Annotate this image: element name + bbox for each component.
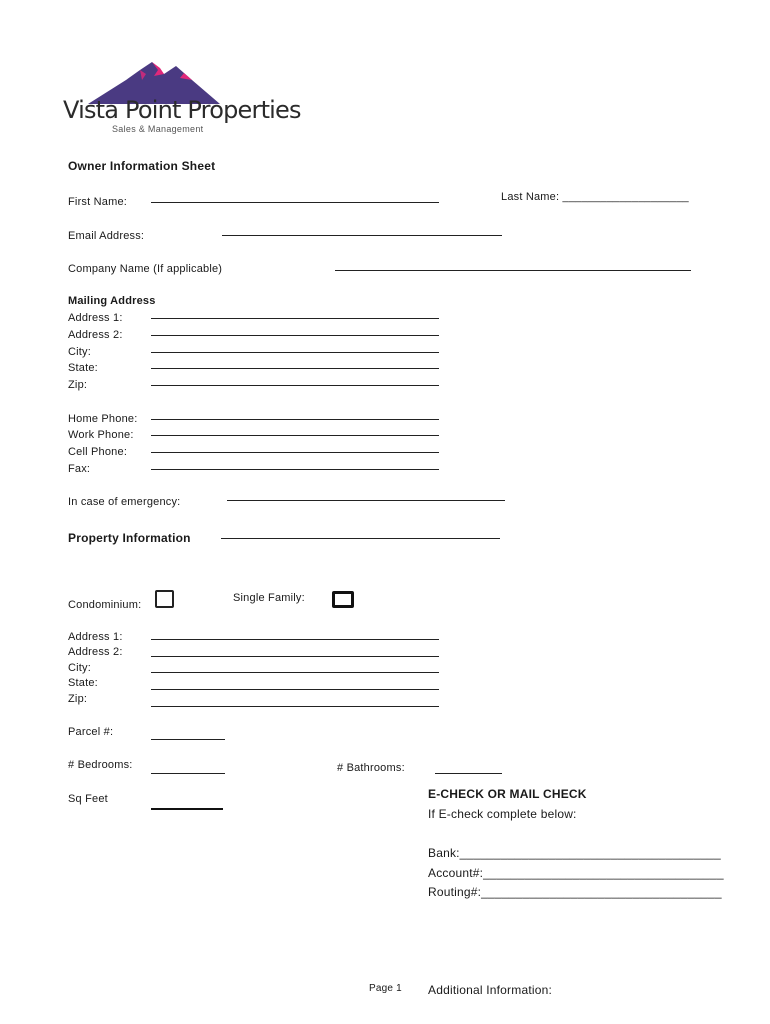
property-state-field[interactable] (151, 689, 439, 690)
property-zip-label: Zip: (68, 693, 88, 705)
mailing-heading: Mailing Address (68, 295, 156, 307)
emergency-field[interactable] (227, 500, 505, 501)
property-city-label: City: (68, 662, 91, 674)
brand-tagline: Sales & Management (112, 124, 204, 134)
single-family-label: Single Family: (233, 592, 305, 604)
mailing-address2-label: Address 2: (68, 329, 123, 341)
home-phone-field[interactable] (151, 419, 439, 420)
property-address2-field[interactable] (151, 656, 439, 657)
fax-field[interactable] (151, 469, 439, 470)
property-address1-field[interactable] (151, 639, 439, 640)
bedrooms-field[interactable] (151, 773, 225, 774)
condominium-label: Condominium: (68, 599, 142, 611)
parcel-label: Parcel #: (68, 726, 114, 738)
company-field[interactable] (335, 270, 691, 271)
last-name-label[interactable]: Last Name: ____________________ (501, 191, 689, 203)
brand-name: Vista Point Properties (63, 96, 301, 124)
mailing-address2-field[interactable] (151, 335, 439, 336)
work-phone-field[interactable] (151, 435, 439, 436)
mailing-zip-label: Zip: (68, 379, 88, 391)
email-field[interactable] (222, 235, 502, 236)
parcel-field[interactable] (151, 739, 225, 740)
payment-instruction: If E-check complete below: (428, 807, 577, 821)
bathrooms-label: # Bathrooms: (337, 762, 405, 774)
property-address1-label: Address 1: (68, 631, 123, 643)
mailing-zip-field[interactable] (151, 385, 439, 386)
sqfeet-label: Sq Feet (68, 793, 108, 805)
sqfeet-field[interactable] (151, 808, 223, 810)
first-name-field[interactable] (151, 202, 439, 203)
first-name-label: First Name: (68, 196, 128, 208)
routing-field[interactable]: Routing#:___________________________________ (428, 885, 722, 899)
bank-field[interactable]: Bank:______________________________________ (428, 846, 721, 860)
form-title: Owner Information Sheet (68, 159, 216, 173)
bathrooms-field[interactable] (435, 773, 502, 774)
additional-info-label: Additional Information: (428, 983, 553, 997)
company-label: Company Name (If applicable) (68, 263, 223, 275)
page-number: Page 1 (369, 983, 402, 994)
payment-heading: E-CHECK OR MAIL CHECK (428, 787, 587, 801)
bedrooms-label: # Bedrooms: (68, 759, 133, 771)
property-heading: Property Information (68, 531, 191, 545)
mailing-state-label: State: (68, 362, 98, 374)
mailing-state-field[interactable] (151, 368, 439, 369)
email-label: Email Address: (68, 230, 145, 242)
mailing-address1-label: Address 1: (68, 312, 123, 324)
mailing-city-field[interactable] (151, 352, 439, 353)
cell-phone-field[interactable] (151, 452, 439, 453)
condominium-checkbox[interactable] (155, 590, 174, 608)
property-address2-label: Address 2: (68, 646, 123, 658)
fax-label: Fax: (68, 463, 91, 475)
mailing-address1-field[interactable] (151, 318, 439, 319)
property-heading-line (221, 538, 500, 539)
emergency-label: In case of emergency: (68, 496, 181, 508)
cell-phone-label: Cell Phone: (68, 446, 128, 458)
property-state-label: State: (68, 677, 98, 689)
property-city-field[interactable] (151, 672, 439, 673)
mailing-city-label: City: (68, 346, 91, 358)
home-phone-label: Home Phone: (68, 413, 138, 425)
single-family-checkbox[interactable] (332, 591, 354, 608)
account-field[interactable]: Account#:___________________________________ (428, 866, 724, 880)
work-phone-label: Work Phone: (68, 429, 134, 441)
property-zip-field[interactable] (151, 706, 439, 707)
